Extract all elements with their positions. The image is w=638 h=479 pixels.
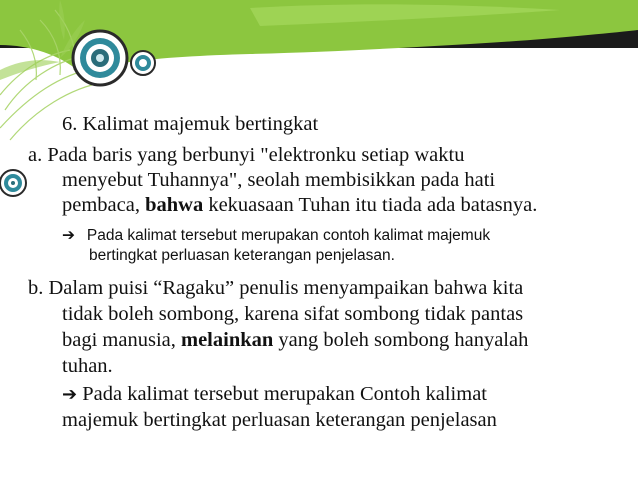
item-a-note-line-1: Pada kalimat tersebut merupakan contoh kalimat majemuk — [86, 227, 491, 244]
arrow-icon: ➔ — [62, 384, 78, 405]
slide-heading: 6. Kalimat majemuk bertingkat — [62, 113, 319, 135]
item-a-line-2: menyebut Tuhannya", seolah membisikkan pada hati — [62, 169, 496, 191]
item-a-line-3-pre: pembaca, — [62, 194, 146, 216]
item-b-line-3 — [62, 328, 528, 352]
item-b-line-4: tuhan. — [62, 355, 113, 377]
item-a-line-3-post: kekuasaan Tuhan itu tiada ada batasnya. — [203, 194, 538, 216]
item-a-keyword: bahwa — [145, 194, 204, 216]
item-a-note-line-2: bertingkat perluasan keterangan penjelasan. — [89, 247, 395, 264]
item-b-note — [62, 382, 487, 407]
item-b-note-line-2: majemuk bertingkat perluasan keterangan penjelasan — [62, 409, 497, 431]
item-a-line-1: a. Pada baris yang berbunyi "elektronku setiap waktu — [28, 144, 465, 166]
item-b-note-line-1: Pada kalimat tersebut merupakan Contoh kalimat — [77, 383, 487, 405]
item-b-line-2: tidak boleh sombong, karena sifat sombong tidak pantas — [62, 303, 524, 325]
arrow-icon: ➔ — [62, 226, 75, 244]
item-b-line-1: b. Dalam puisi “Ragaku” penulis menyampaikan bahwa kita — [28, 277, 524, 299]
item-b-keyword: melainkan — [181, 329, 274, 351]
item-b-line-3-post: yang boleh sombong hanyalah — [273, 329, 529, 351]
item-a-line-3 — [62, 193, 537, 217]
item-b-line-3-pre: bagi manusia, — [62, 329, 181, 351]
item-a-note — [62, 226, 490, 245]
